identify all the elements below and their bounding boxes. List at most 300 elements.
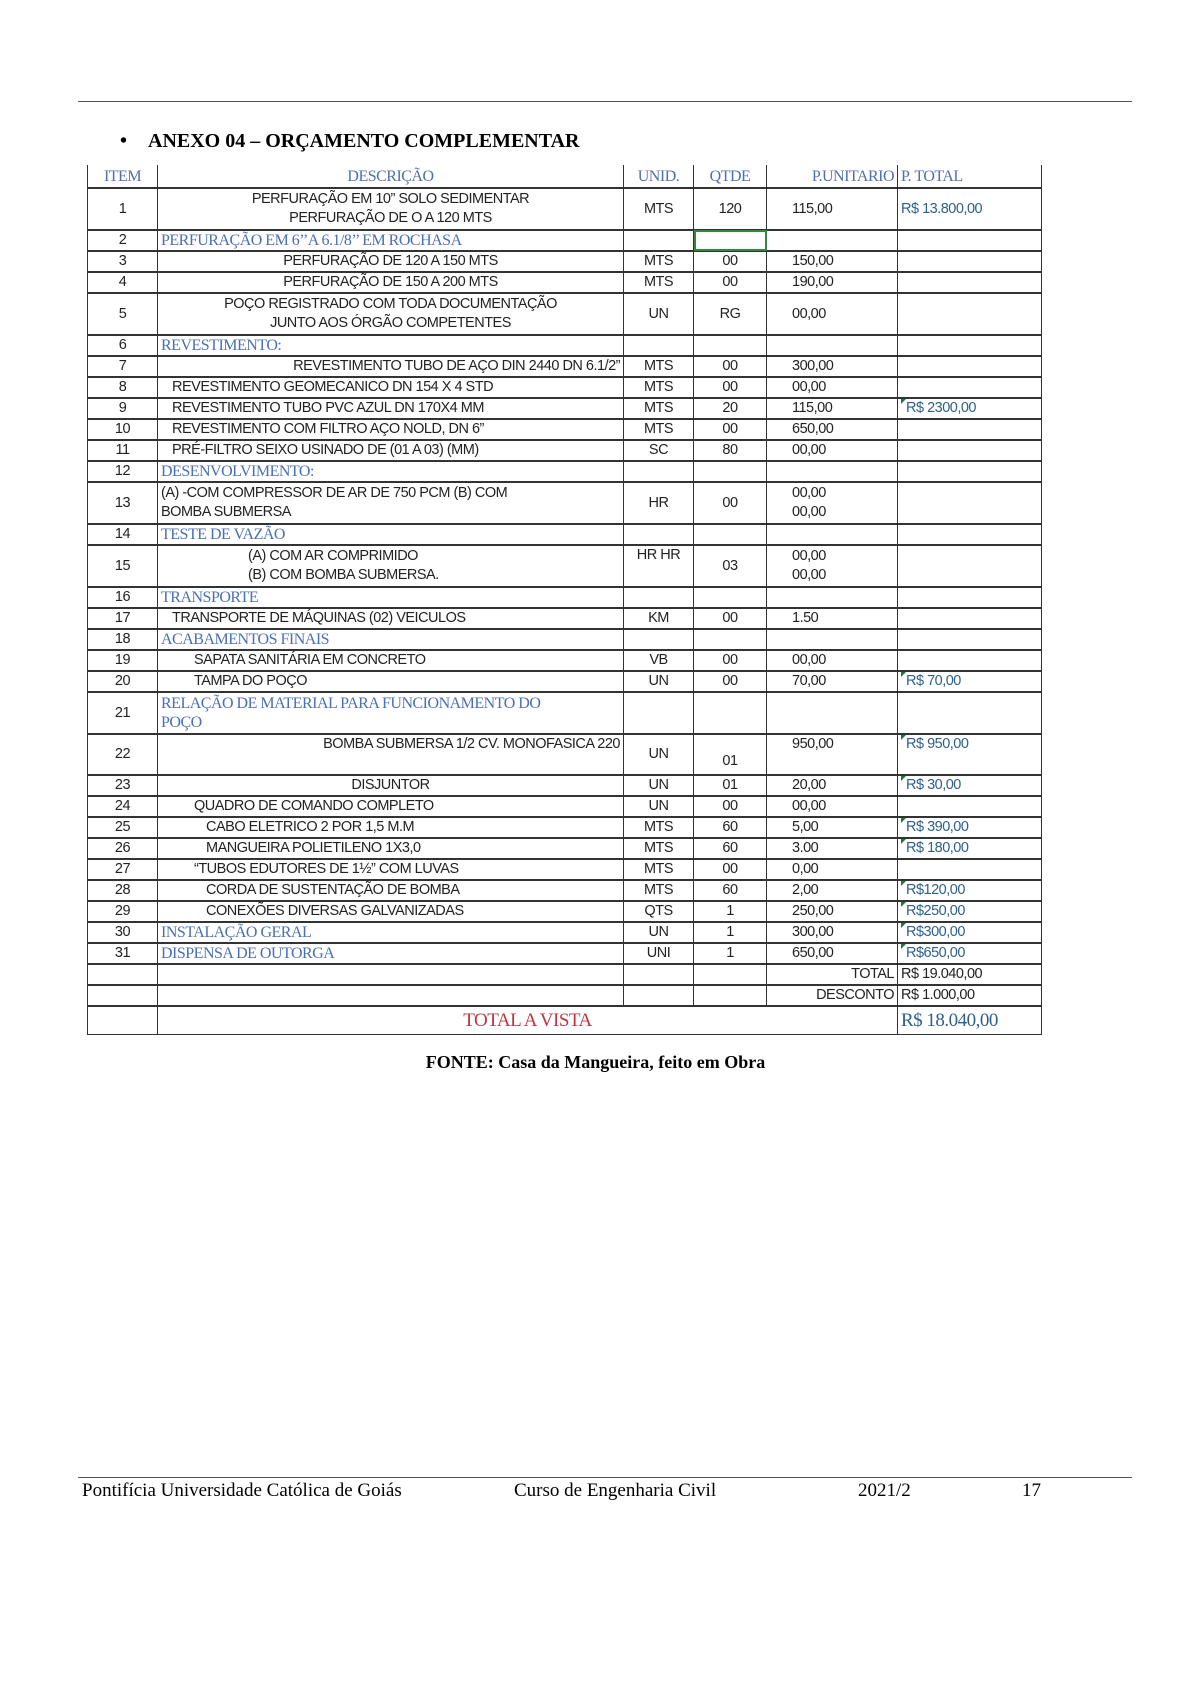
empty-cell [624,964,694,985]
description-line: DISPENSA DE OUTORGA [161,945,335,962]
total-price-cell [898,587,1042,608]
table-row [88,461,1042,482]
item-number-cell: 12 [88,461,158,482]
item-number-cell: 11 [88,440,158,461]
total-price-cell [898,356,1042,377]
cash-total-value: R$ 18.040,00 [898,1006,1042,1034]
quantity-cell[interactable] [694,230,767,251]
unit-price-line: 300,00 [792,924,834,940]
item-number-cell: 2 [88,230,158,251]
total-price-cell [898,796,1042,817]
total-price-cell [898,859,1042,880]
unit-price-line: 00,00 [792,567,826,583]
total-price-cell [898,545,1042,587]
total-price-cell [898,734,1042,775]
item-number-cell: 8 [88,377,158,398]
quantity-cell: 00 [694,356,767,377]
total-price-value: R$650,00 [906,945,965,961]
footer-institution: Pontifícia Universidade Católica de Goiás [82,1480,402,1501]
table-row [88,356,1042,377]
footer-rule [78,1477,1132,1478]
unit-price-line: 650,00 [792,945,834,961]
unit-price-cell [767,880,898,901]
summary-label-cell: TOTAL [767,964,898,985]
bullet-icon: • [120,130,128,152]
item-number-cell: 7 [88,356,158,377]
description-line: CABO ELETRICO 2 POR 1,5 M.M [206,819,415,835]
quantity-cell: 00 [694,796,767,817]
quantity-cell: 00 [694,859,767,880]
total-price-value: R$ 30,00 [906,777,961,793]
quantity-cell: 00 [694,377,767,398]
unit-price-cell [767,419,898,440]
quantity-cell: RG [694,293,767,335]
table-row [88,859,1042,880]
total-price-cell [898,943,1042,964]
item-number-cell: 23 [88,775,158,796]
description-cell [158,943,624,964]
header-rule [78,101,1132,102]
item-number-cell: 13 [88,482,158,524]
unit-price-cell [767,440,898,461]
table-row [88,545,1042,587]
description-cell [158,817,624,838]
quantity-cell: 00 [694,272,767,293]
description-line: (A) COM AR COMPRIMIDO [248,548,418,564]
unit-price-cell [767,922,898,943]
total-price-cell [898,188,1042,230]
unit-price-cell [767,398,898,419]
empty-cell [88,964,158,985]
item-number-cell: 24 [88,796,158,817]
item-number-cell: 27 [88,859,158,880]
description-line: “TUBOS EDUTORES DE 1½” COM LUVAS [194,861,459,877]
quantity-cell: 60 [694,880,767,901]
description-line: MANGUEIRA POLIETILENO 1X3,0 [206,840,421,856]
description-cell [158,880,624,901]
table-row [88,775,1042,796]
unit-cell: MTS [624,398,694,419]
unit-cell: MTS [624,356,694,377]
unit-price-cell [767,629,898,650]
col-header-punitario: P.UNITARIO [767,165,898,188]
total-price-cell [898,608,1042,629]
unit-cell: MTS [624,859,694,880]
section-heading [120,130,579,153]
description-line: RELAÇÃO DE MATERIAL PARA FUNCIONAMENTO DO [161,695,541,712]
unit-price-line: 00,00 [792,379,826,395]
quantity-cell: 00 [694,608,767,629]
description-cell [158,922,624,943]
unit-cell [624,692,694,734]
description-line: CONEXÕES DIVERSAS GALVANIZADAS [206,903,464,919]
description-cell [158,398,624,419]
table-row [88,629,1042,650]
description-cell [158,775,624,796]
description-cell [158,461,624,482]
unit-price-cell [767,188,898,230]
item-number-cell: 3 [88,251,158,272]
total-price-cell [898,461,1042,482]
table-row [88,335,1042,356]
unit-price-cell [767,272,898,293]
cash-total-row [88,1006,1042,1034]
quantity-cell: 60 [694,838,767,859]
total-price-value: R$300,00 [906,924,965,940]
unit-price-cell [767,587,898,608]
description-cell [158,692,624,734]
unit-cell [624,461,694,482]
unit-cell [624,524,694,545]
description-cell [158,734,624,775]
unit-price-cell [767,524,898,545]
item-number-cell: 16 [88,587,158,608]
unit-price-line: 5,00 [792,819,819,835]
table-header-row [88,165,1042,188]
quantity-cell [694,335,767,356]
discount-row [88,985,1042,1006]
quantity-cell: 00 [694,671,767,692]
item-number-cell: 21 [88,692,158,734]
unit-cell: MTS [624,817,694,838]
table-row [88,734,1042,775]
unit-price-line: 150,00 [792,253,834,269]
unit-price-line: 115,00 [792,200,833,217]
unit-price-cell [767,859,898,880]
table-row [88,272,1042,293]
description-cell [158,293,624,335]
unit-price-cell [767,482,898,524]
unit-cell: MTS [624,272,694,293]
unit-price-line: 1.50 [792,610,819,626]
description-line: BOMBA SUBMERSA 1/2 CV. MONOFASICA 220 [323,736,620,752]
description-cell [158,230,624,251]
quantity-cell: 60 [694,817,767,838]
summary-label-cell: DESCONTO [767,985,898,1006]
description-line: (B) COM BOMBA SUBMERSA. [248,567,439,583]
total-price-cell [898,817,1042,838]
description-line: PRÉ-FILTRO SEIXO USINADO DE (01 A 03) (MM) [172,442,479,458]
unit-price-line: 20,00 [792,777,826,793]
description-line: REVESTIMENTO TUBO PVC AZUL DN 170X4 MM [172,400,484,416]
description-cell [158,587,624,608]
total-price-cell [898,293,1042,335]
unit-cell: VB [624,650,694,671]
total-price-cell [898,629,1042,650]
table-row [88,419,1042,440]
table-row [88,943,1042,964]
unit-price-cell [767,775,898,796]
item-number-cell: 17 [88,608,158,629]
unit-price-cell [767,461,898,482]
description-cell [158,838,624,859]
empty-cell [88,1006,158,1034]
unit-price-cell [767,817,898,838]
empty-cell [694,964,767,985]
description-cell [158,796,624,817]
table-row [88,922,1042,943]
unit-cell: MTS [624,880,694,901]
description-line: BOMBA SUBMERSA [161,504,291,520]
table-row [88,650,1042,671]
unit-cell [624,230,694,251]
total-price-value: R$ 180,00 [906,840,969,856]
unit-cell [624,587,694,608]
col-header-unid: UNID. [624,165,694,188]
unit-price-line: 2,00 [792,882,819,898]
unit-price-line: 00,00 [792,548,826,564]
unit-price-cell [767,251,898,272]
summary-value-cell: R$ 19.040,00 [898,964,1042,985]
description-line: CORDA DE SUSTENTAÇÃO DE BOMBA [206,882,460,898]
footer-page-number: 17 [1022,1480,1041,1501]
footer-course: Curso de Engenharia Civil [514,1480,717,1501]
total-price-cell [898,482,1042,524]
quantity-cell: 1 [694,922,767,943]
total-price-cell [898,440,1042,461]
total-price-cell [898,650,1042,671]
unit-cell: KM [624,608,694,629]
total-price-cell [898,692,1042,734]
unit-price-line: 00,00 [792,652,826,668]
quantity-cell [694,629,767,650]
quantity-cell [694,524,767,545]
table-row [88,901,1042,922]
total-price-cell [898,901,1042,922]
unit-cell: HR [624,482,694,524]
total-price-value: R$250,00 [906,903,965,919]
table-row [88,251,1042,272]
unit-price-line: 300,00 [792,358,834,374]
unit-cell: MTS [624,419,694,440]
total-price-value: R$ 13.800,00 [901,200,983,217]
unit-cell [624,335,694,356]
col-header-qtde: QTDE [694,165,767,188]
total-row [88,964,1042,985]
total-price-cell [898,419,1042,440]
table-row [88,608,1042,629]
description-line: POÇO [161,714,202,731]
table-row [88,587,1042,608]
item-number-cell: 5 [88,293,158,335]
quantity-cell: 20 [694,398,767,419]
description-cell [158,188,624,230]
unit-cell: HR HR [624,545,694,587]
unit-cell: MTS [624,838,694,859]
unit-price-cell [767,608,898,629]
item-number-cell: 31 [88,943,158,964]
description-line: REVESTIMENTO GEOMECANICO DN 154 X 4 STD [172,379,494,395]
unit-price-line: 115,00 [792,400,833,416]
item-number-cell: 30 [88,922,158,943]
unit-price-cell [767,230,898,251]
total-price-cell [898,251,1042,272]
total-price-value: R$ 2300,00 [906,400,976,416]
item-number-cell: 29 [88,901,158,922]
unit-cell: UN [624,796,694,817]
description-cell [158,859,624,880]
unit-price-cell [767,943,898,964]
unit-cell: UN [624,293,694,335]
description-cell [158,377,624,398]
col-header-descricao: DESCRIÇÃO [158,165,624,188]
empty-cell [158,985,624,1006]
table-row [88,230,1042,251]
unit-price-line: 00,00 [792,442,826,458]
quantity-cell: 00 [694,650,767,671]
table-row [88,188,1042,230]
description-line: TRANSPORTE [161,589,259,606]
total-price-cell [898,335,1042,356]
unit-price-line: 3.00 [792,840,819,856]
unit-price-line: 250,00 [792,903,834,919]
summary-value-cell: R$ 1.000,00 [898,985,1042,1006]
description-line: ACABAMENTOS FINAIS [161,631,330,648]
description-cell [158,251,624,272]
unit-price-cell [767,650,898,671]
unit-price-line: 00,00 [792,305,826,322]
total-price-cell [898,838,1042,859]
description-line: REVESTIMENTO TUBO DE AÇO DIN 2440 DN 6.1/2” [293,358,620,374]
item-number-cell: 10 [88,419,158,440]
quantity-cell: 120 [694,188,767,230]
description-line: PERFURAÇÃO DE O A 120 MTS [289,210,492,226]
unit-price-cell [767,901,898,922]
budget-table [87,165,1042,1035]
unit-price-cell [767,545,898,587]
unit-price-cell [767,356,898,377]
description-line: POÇO REGISTRADO COM TODA DOCUMENTAÇÃO [224,296,557,312]
description-line: REVESTIMENTO: [161,337,282,354]
unit-price-cell [767,335,898,356]
unit-price-cell [767,838,898,859]
table-row [88,524,1042,545]
total-price-cell [898,880,1042,901]
quantity-cell: 01 [694,775,767,796]
description-line: JUNTO AOS ÓRGÃO COMPETENTES [270,315,511,331]
description-line: TESTE DE VAZÃO [161,526,285,543]
description-cell [158,650,624,671]
table-row [88,692,1042,734]
quantity-cell: 00 [694,419,767,440]
description-line: PERFURAÇÃO DE 120 A 150 MTS [283,253,498,269]
total-price-value: R$ 390,00 [906,819,969,835]
description-cell [158,482,624,524]
total-price-value: R$ 950,00 [906,736,969,752]
description-cell [158,901,624,922]
description-cell [158,629,624,650]
item-number-cell: 28 [88,880,158,901]
unit-cell: SC [624,440,694,461]
description-cell [158,608,624,629]
description-line: (A) -COM COMPRESSOR DE AR DE 750 PCM (B) COM [161,485,508,501]
unit-price-line: 70,00 [792,673,826,689]
unit-cell: UN [624,734,694,775]
table-row [88,440,1042,461]
quantity-cell: 03 [694,545,767,587]
item-number-cell: 26 [88,838,158,859]
unit-cell: UN [624,775,694,796]
quantity-cell [694,461,767,482]
total-price-value: R$120,00 [906,882,965,898]
description-line: DESENVOLVIMENTO: [161,463,314,480]
quantity-cell: 00 [694,251,767,272]
item-number-cell: 14 [88,524,158,545]
item-number-cell: 20 [88,671,158,692]
description-cell [158,545,624,587]
item-number-cell: 9 [88,398,158,419]
unit-price-line: 00,00 [792,504,826,520]
empty-cell [88,985,158,1006]
item-number-cell: 18 [88,629,158,650]
table-row [88,482,1042,524]
description-line: PERFURAÇÃO EM 10” SOLO SEDIMENTAR [251,191,530,207]
quantity-cell: 00 [694,482,767,524]
item-number-cell: 25 [88,817,158,838]
total-price-cell [898,671,1042,692]
table-row [88,671,1042,692]
description-line: PERFURAÇÃO EM 6’’A 6.1/8’’ EM ROCHASA [161,232,462,249]
unit-cell: MTS [624,251,694,272]
table-row [88,880,1042,901]
total-price-cell [898,377,1042,398]
item-number-cell: 15 [88,545,158,587]
description-cell [158,356,624,377]
quantity-cell [694,692,767,734]
description-line: REVESTIMENTO COM FILTRO AÇO NOLD, DN 6” [172,421,484,437]
total-price-cell [898,922,1042,943]
total-price-cell [898,775,1042,796]
quantity-cell: 01 [694,734,767,775]
unit-price-cell [767,692,898,734]
description-cell [158,671,624,692]
description-line: PERFURAÇÃO DE 150 A 200 MTS [283,274,498,290]
unit-price-line: 950,00 [792,736,834,752]
footer-period: 2021/2 [858,1480,911,1501]
total-price-cell [898,524,1042,545]
description-line: INSTALAÇÃO GERAL [161,924,312,941]
item-number-cell: 4 [88,272,158,293]
unit-price-cell [767,671,898,692]
quantity-cell [694,587,767,608]
unit-cell: MTS [624,188,694,230]
description-cell [158,419,624,440]
cash-total-label: TOTAL A VISTA [158,1006,898,1034]
total-price-value: R$ 70,00 [906,673,961,689]
description-line: TAMPA DO POÇO [194,673,308,689]
empty-cell [158,964,624,985]
unit-price-cell [767,293,898,335]
quantity-cell: 80 [694,440,767,461]
total-price-cell [898,272,1042,293]
unit-price-line: 190,00 [792,274,834,290]
item-number-cell: 19 [88,650,158,671]
unit-cell: UN [624,922,694,943]
unit-price-line: 00,00 [792,485,826,501]
description-line: QUADRO DE COMANDO COMPLETO [194,798,434,814]
source-caption: FONTE: Casa da Mangueira, feito em Obra [425,1052,766,1072]
unit-price-line: 0,00 [792,861,819,877]
description-line: TRANSPORTE DE MÁQUINAS (02) VEICULOS [172,610,466,626]
quantity-cell: 1 [694,901,767,922]
total-price-cell [898,230,1042,251]
unit-price-cell [767,377,898,398]
unit-cell: UNI [624,943,694,964]
col-header-item: ITEM [88,165,158,188]
description-line: SAPATA SANITÁRIA EM CONCRETO [194,652,426,668]
table-row [88,398,1042,419]
heading-text: ANEXO 04 – ORÇAMENTO COMPLEMENTAR [148,130,580,152]
